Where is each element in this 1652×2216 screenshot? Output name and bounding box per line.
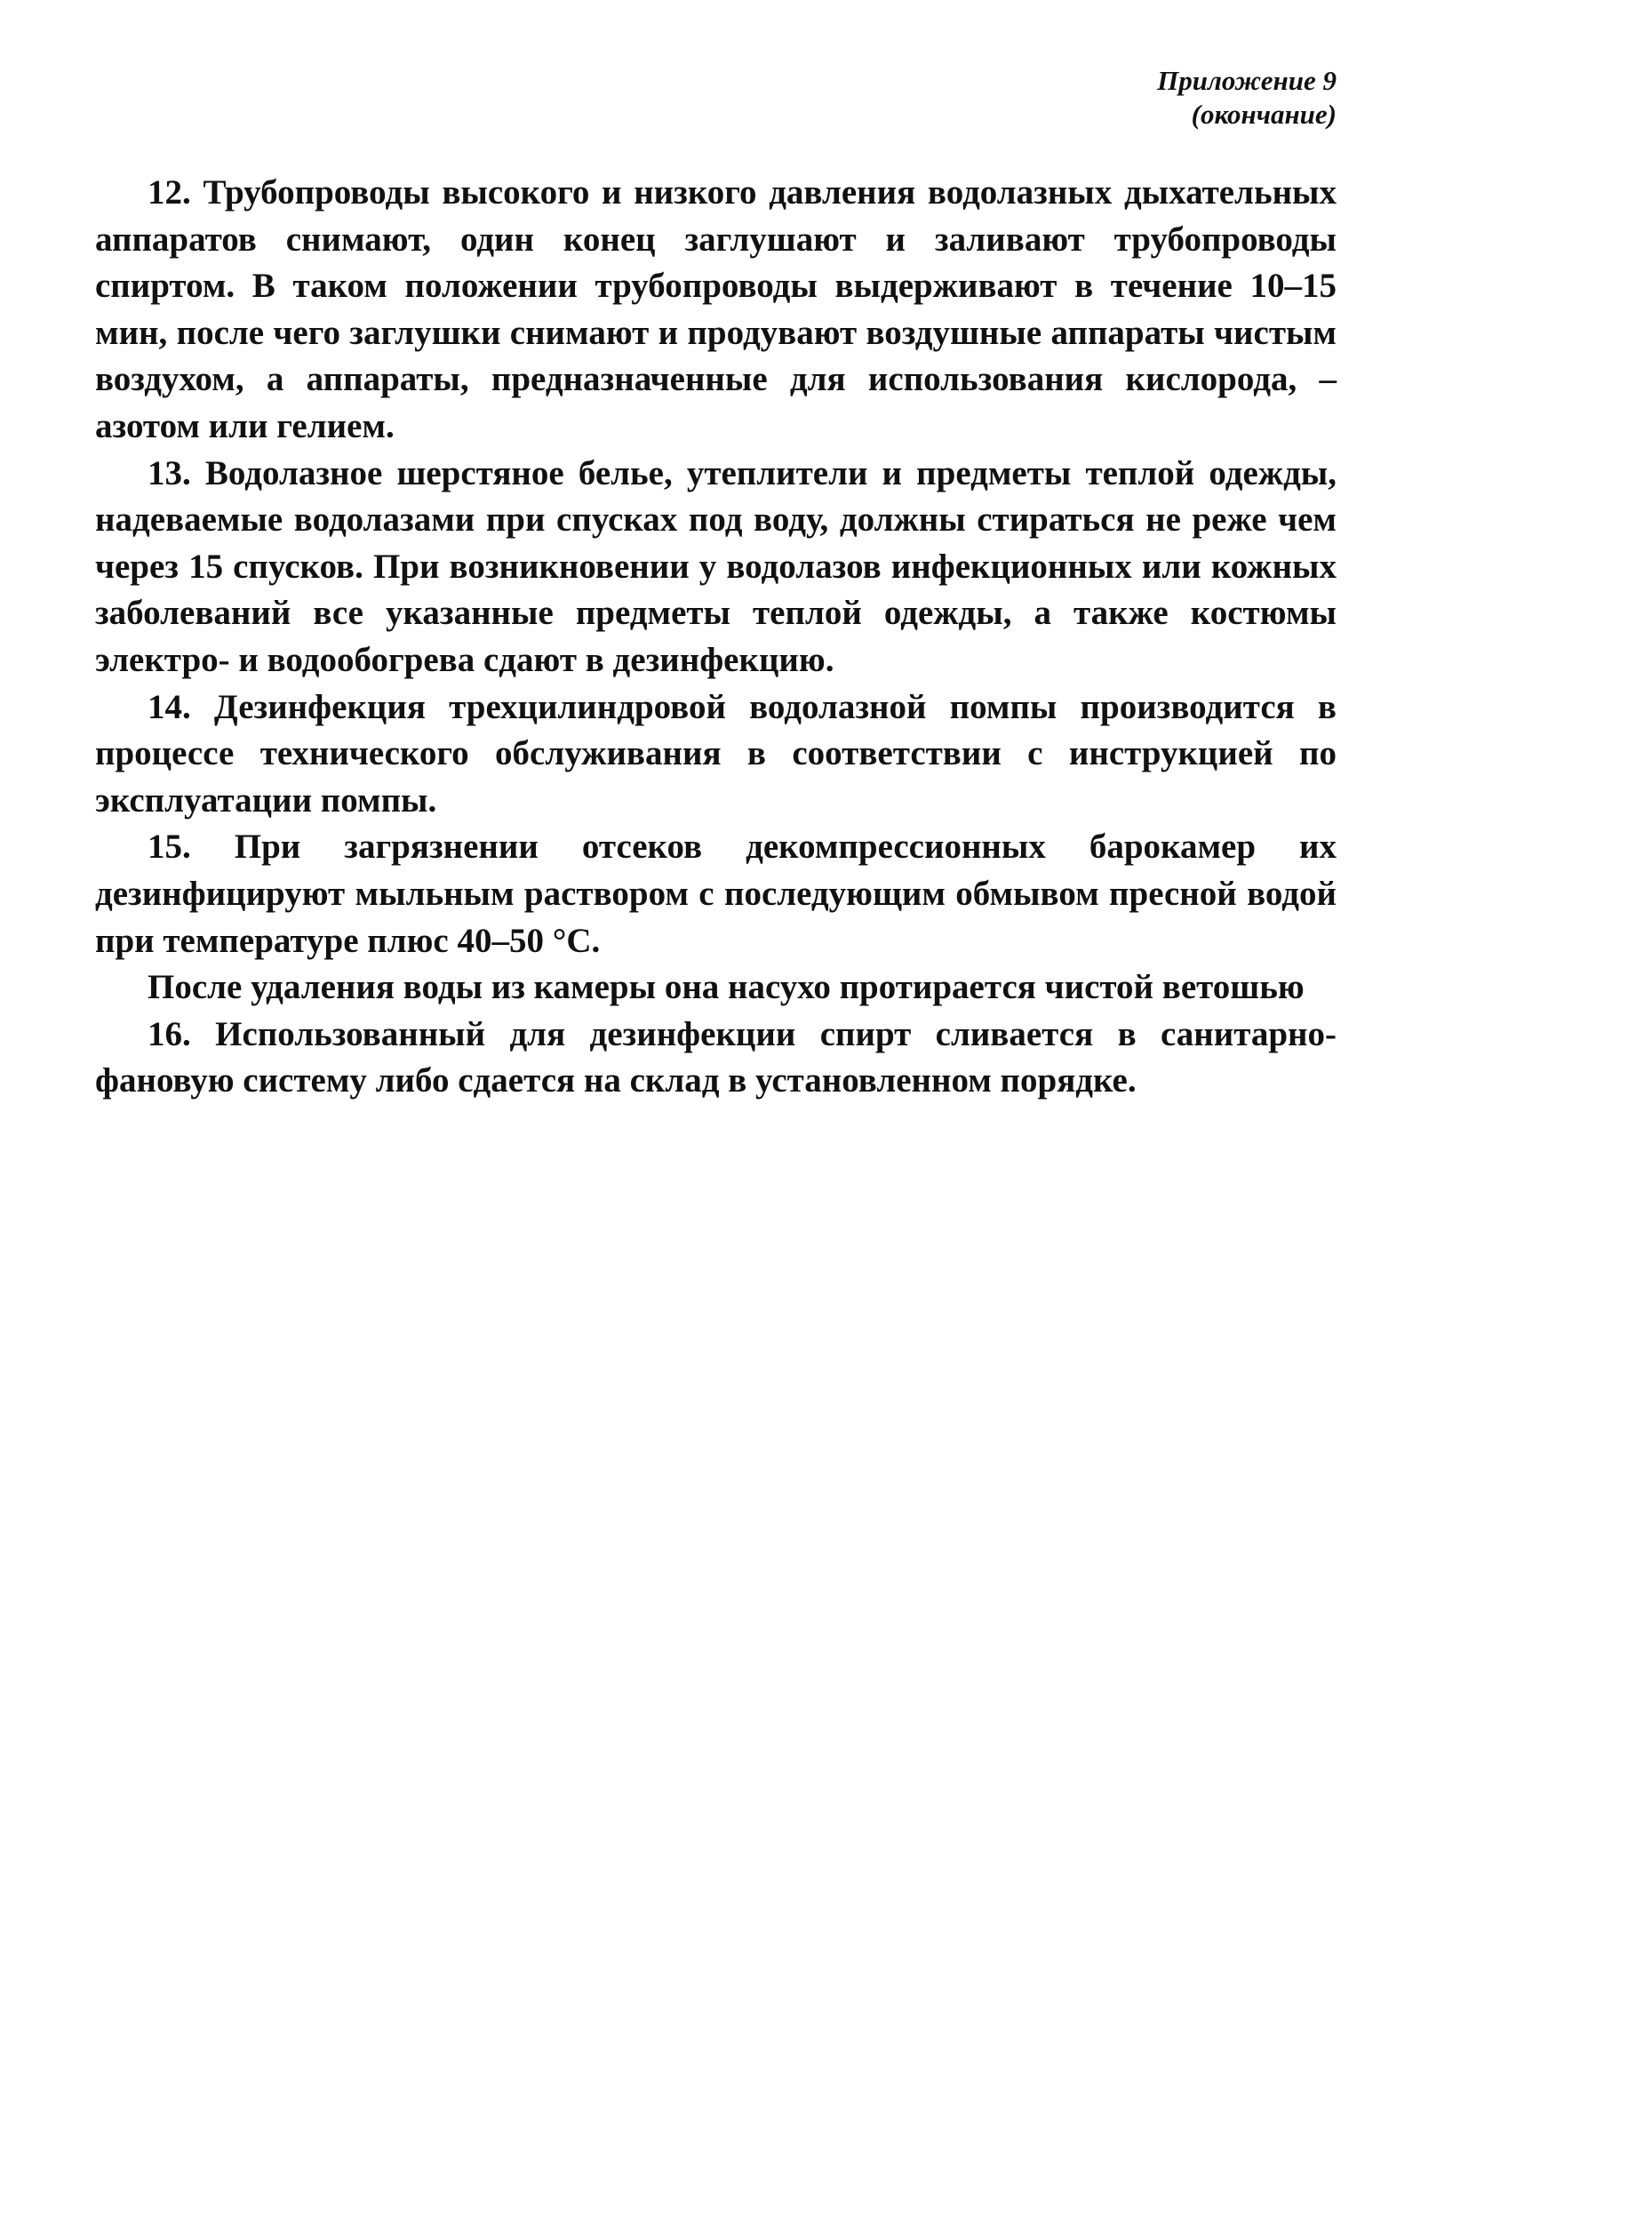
paragraph-15: 15. При загрязнении отсеков декомпрессионных барокамер их дезинфицируют мыльным раствором с последующим обмывом пресной водой при температуре плюс 40–50 °С. bbox=[95, 828, 1337, 960]
paragraph-16: 16. Использованный для дезинфекции спирт сливается в санитарно-фановую систему либо сдается на склад в установленном порядке. bbox=[95, 1014, 1337, 1100]
paragraph-14: 14. Дезинфекция трехцилиндровой водолазной помпы производится в процессе технического обслуживания в соответствии с инструкцией по эксплуатации помпы. bbox=[95, 687, 1337, 820]
appendix-subtitle: (окончание) bbox=[1191, 99, 1337, 130]
appendix-label bbox=[1157, 64, 1337, 132]
body-text bbox=[95, 170, 1337, 1105]
appendix-title: Приложение 9 bbox=[1157, 65, 1337, 96]
paragraph-12: 12. Трубопроводы высокого и низкого давления водолазных дыхательных аппаратов снимают, один конец заглушают и заливают трубопроводы спиртом. В таком положении трубопроводы выдерживают в течение 10–15 мин, после чего заглушки снимают и продувают воздушные аппараты чистым воздухом, а аппараты, предназначенные для использования кислорода, – азотом или гелием. bbox=[95, 173, 1337, 445]
paragraph-15-continuation: После удаления воды из камеры она насухо протирается чистой ветошью bbox=[148, 968, 1305, 1007]
paragraph-13: 13. Водолазное шерстяное белье, утеплители и предметы теплой одежды, надеваемые водолазами при спусках под воду, должны стираться не реже чем через 15 спусков. При возникновении у водолазов инфекционных или кожных заболеваний все указанные предметы теплой одежды, а также костюмы электро- и водообогрева сдают в дезинфекцию. bbox=[95, 453, 1337, 679]
